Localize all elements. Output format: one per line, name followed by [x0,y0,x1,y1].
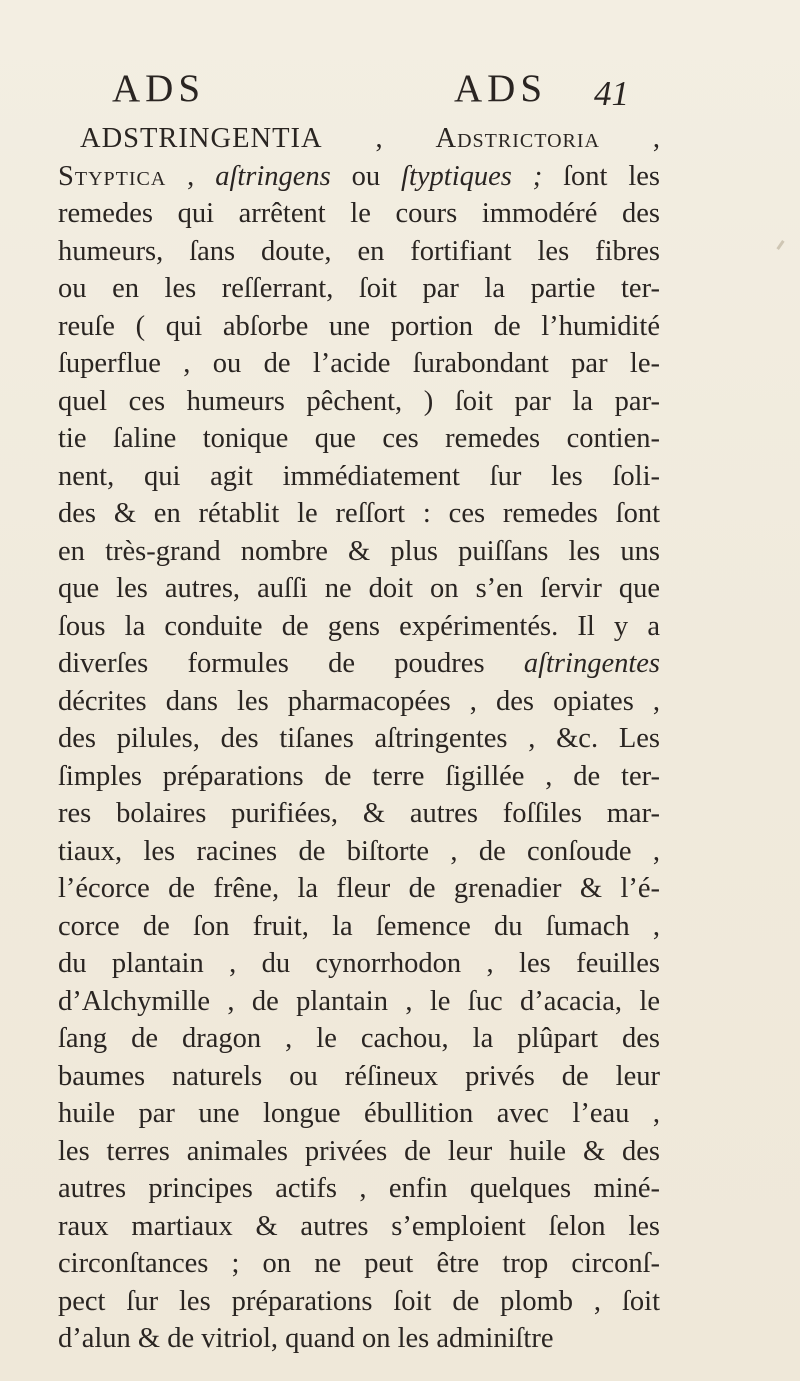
text-line: du plantain , du cynorrhodon , les feuilles [58,948,660,979]
text-line [58,120,660,158]
text-line [58,158,660,196]
text-line: pect ſur les préparations ſoit de plomb , ſoit [58,1285,660,1317]
text-line: remedes qui arrêtent le cours immodéré des [58,198,660,229]
text-line: ſang de dragon , le cachou, la plûpart des [58,1023,660,1054]
text-fragment: ſont les [542,160,660,192]
header-right-word: ADS [454,67,548,110]
running-header [112,66,632,120]
paper-mark [776,240,784,250]
page-number: 41 [594,74,629,113]
body-text [58,120,660,1358]
text-line: ſous la conduite de gens expérimentés. Il y a [58,610,660,642]
text-line: des pilules, des tiſanes aſtringentes , &c. Les [58,723,660,754]
text-line: res bolaires purifiées, & autres foſſiles mar- [58,798,660,829]
text-fragment: ou [330,160,402,192]
text-line: humeurs, ſans doute, en fortifiant les fibres [58,235,660,267]
text-fragment: , [322,123,436,154]
text-line: d’Alchymille , de plantain , le ſuc d’acacia, le [58,985,660,1017]
text-fragment: diverſes formules de poudres [58,648,524,679]
text-line: ſuperflue , ou de l’acide ſurabondant par le- [58,348,660,379]
entry-headword: ADSTRINGENTIA [80,123,323,154]
entry-synonym: Styptica [58,160,167,192]
text-fragment: , [599,123,661,154]
header-left-word: ADS [112,67,206,110]
text-line: huile par une longue ébullition avec l’eau , [58,1098,660,1129]
text-line: tie ſaline tonique que ces remedes contien- [58,423,660,454]
text-line: des & en rétablit le reſſort : ces remedes ſont [58,498,660,529]
text-line: en très-grand nombre & plus puiſſans les uns [58,535,660,567]
text-line: autres principes actifs , enfin quelques miné- [58,1173,660,1204]
text-line: ou en les reſſerrant, ſoit par la partie ter- [58,273,660,304]
text-line: ſimples préparations de terre ſigillée , de ter- [58,760,660,792]
text-line: reuſe ( qui abſorbe une portion de l’humidité [58,310,660,342]
text-line: corce de ſon fruit, la ſemence du ſumach , [58,910,660,942]
text-line: quel ces humeurs pêchent, ) ſoit par la par- [58,385,660,417]
text-line: baumes naturels ou réſineux privés de leur [58,1060,660,1092]
text-line: circonſtances ; on ne peut être trop circonſ- [58,1248,660,1279]
text-line: tiaux, les racines de biſtorte , de conſoude , [58,835,660,867]
text-line: décrites dans les pharmacopées , des opiates , [58,685,660,717]
italic-term: ſtyptiques ; [401,160,543,192]
text-line: d’alun & de vitriol, quand on les adminiſtre [58,1323,554,1354]
text-line: les terres animales privées de leur huile & des [58,1135,660,1167]
text-line: raux martiaux & autres s’emploient ſelon les [58,1210,660,1242]
text-line: l’écorce de frêne, la fleur de grenadier & l’é- [58,873,660,904]
entry-synonym: Adstrictoria [435,123,600,154]
text-line [58,645,660,683]
text-line: nent, qui agit immédiatement ſur les ſoli- [58,460,660,492]
italic-term: aſtringens [215,160,331,192]
text-fragment: , [166,160,216,192]
italic-term: aſtringentes [523,648,660,679]
text-line: que les autres, auſſi ne doit on s’en ſervir que [58,573,660,604]
